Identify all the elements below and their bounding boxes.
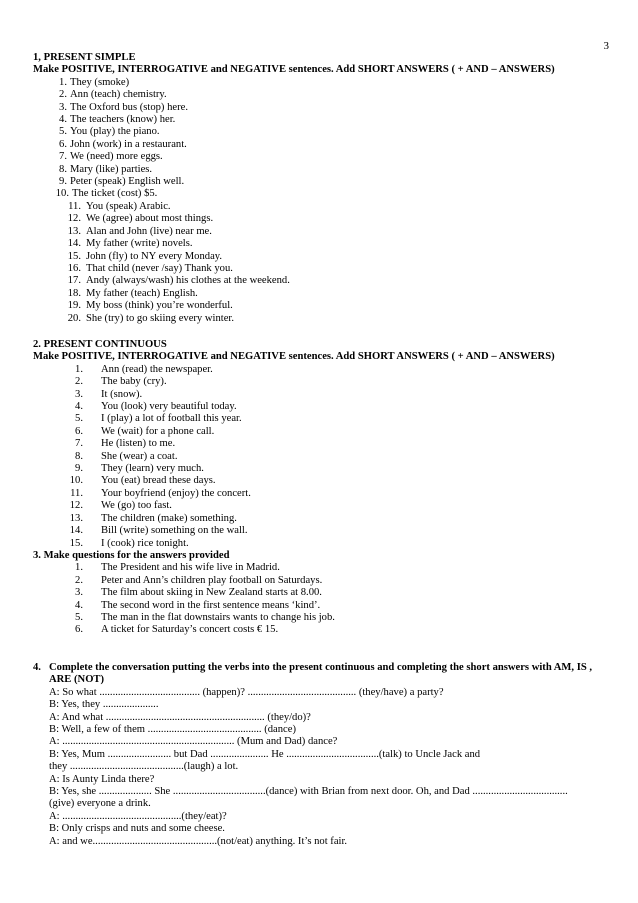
- exercise-item: [33, 438, 609, 450]
- conversation-line: B: Only crisps and nuts and some cheese.: [49, 823, 225, 835]
- item-text: They (learn) very much.: [101, 463, 204, 475]
- item-number: 19.: [67, 300, 81, 312]
- exercise-item: [33, 376, 609, 388]
- item-number: 12.: [69, 500, 83, 512]
- exercise-item: [33, 500, 609, 512]
- item-text: Mary (like) parties.: [70, 163, 153, 175]
- item-number: 3.: [75, 388, 83, 400]
- exercise-item: [33, 624, 609, 636]
- exercise-item: [33, 77, 609, 89]
- conversation-line: they ...........................................(laugh) a lot.: [49, 761, 239, 773]
- section-title: 1, PRESENT SIMPLE: [33, 52, 136, 63]
- section-present-simple: [33, 52, 609, 325]
- item-number: 8.: [59, 163, 67, 175]
- item-number: 10.: [55, 188, 69, 200]
- conversation-line: B: Well, a few of them ........................................... (dance): [49, 724, 296, 736]
- exercise-item: [33, 275, 609, 287]
- item-text: Bill (write) something on the wall.: [101, 525, 248, 537]
- item-number: 6.: [75, 624, 83, 636]
- item-text: You (eat) bread these days.: [101, 475, 216, 487]
- item-number: 7.: [59, 151, 67, 163]
- exercise-item: [33, 401, 609, 413]
- item-number: 18.: [67, 287, 81, 299]
- item-text: John (fly) to NY every Monday.: [86, 250, 223, 262]
- item-text: Peter (speak) English well.: [70, 176, 185, 188]
- exercise-item: [33, 389, 609, 401]
- exercise-list: [33, 364, 609, 550]
- exercise-item: [33, 102, 609, 114]
- exercise-item: [33, 488, 609, 500]
- exercise-item: [33, 114, 609, 126]
- item-number: 16.: [67, 262, 81, 274]
- conversation-line: A: .............................................(they/eat)?: [49, 810, 227, 822]
- item-number: 9.: [59, 176, 67, 188]
- item-text: My father (teach) English.: [86, 287, 198, 299]
- exercise-item: [33, 562, 609, 574]
- item-text: It (snow).: [101, 388, 143, 400]
- item-number: 8.: [75, 450, 83, 462]
- item-number: 11.: [68, 200, 81, 212]
- exercise-item: [33, 126, 609, 138]
- exercise-item: [33, 475, 609, 487]
- item-text: The ticket (cost) $5.: [72, 188, 158, 200]
- item-number: 6.: [75, 425, 83, 437]
- item-number: 20.: [67, 312, 81, 324]
- exercise-item: [33, 251, 609, 263]
- conversation-line: A: So what ...................................... (happen)? ......................................... (they/have) a party?: [49, 686, 444, 698]
- exercise-item: [33, 587, 609, 599]
- section-title: Complete the conversation putting the verbs into the present continuous and completing the short answers with AM, IS , ARE (NOT): [49, 662, 593, 686]
- section-heading: [33, 662, 609, 687]
- item-text: Andy (always/wash) his clothes at the weekend.: [86, 275, 290, 287]
- item-text: The man in the flat downstairs wants to change his job.: [101, 612, 335, 624]
- item-number: 6.: [59, 138, 67, 150]
- item-text: She (wear) a coat.: [101, 450, 178, 462]
- exercise-item: [33, 89, 609, 101]
- item-number: 7.: [75, 438, 83, 450]
- exercise-item: [33, 612, 609, 624]
- item-text: That child (never /say) Thank you.: [86, 262, 233, 274]
- item-number: 1.: [59, 76, 67, 88]
- exercise-item: [33, 226, 609, 238]
- item-number: 15.: [69, 537, 83, 549]
- item-text: The President and his wife live in Madrid.: [101, 562, 280, 574]
- item-text: You (speak) Arabic.: [86, 200, 171, 212]
- item-text: Ann (read) the newspaper.: [101, 363, 213, 375]
- section-number: 4.: [33, 662, 41, 673]
- item-number: 5.: [59, 126, 67, 138]
- item-number: 9.: [75, 463, 83, 475]
- item-text: We (need) more eggs.: [70, 151, 163, 163]
- item-text: We (go) too fast.: [101, 500, 172, 512]
- exercise-item: [33, 263, 609, 275]
- exercise-item: [33, 463, 609, 475]
- item-number: 13.: [67, 225, 81, 237]
- exercise-item: [33, 451, 609, 463]
- exercise-item: [33, 300, 609, 312]
- item-number: 1.: [75, 363, 83, 375]
- exercise-item: [33, 413, 609, 425]
- conversation-line: B: Yes, she .................... She ...................................(dance) with Brian from next door. Oh, and Dad ....................................: [49, 786, 568, 798]
- section-title: 2. PRESENT CONTINUOUS: [33, 339, 167, 350]
- item-text: The Oxford bus (stop) here.: [70, 101, 188, 113]
- item-text: We (wait) for a phone call.: [101, 425, 215, 437]
- item-text: We (agree) about most things.: [86, 213, 214, 225]
- exercise-item: [33, 288, 609, 300]
- exercise-item: [33, 176, 609, 188]
- exercise-item: [33, 313, 609, 325]
- item-number: 14.: [67, 238, 81, 250]
- conversation-line: B: Yes, they .....................: [49, 699, 159, 711]
- item-number: 14.: [69, 525, 83, 537]
- item-number: 2.: [59, 89, 67, 101]
- item-text: I (cook) rice tonight.: [101, 537, 189, 549]
- item-text: A ticket for Saturday’s concert costs € 15.: [101, 624, 279, 636]
- conversation-line: (give) everyone a drink.: [49, 798, 151, 810]
- item-number: 4.: [75, 599, 83, 611]
- conversation: [33, 687, 609, 848]
- conversation-line: B: Yes, Mum ........................ but Dad ...................... He ...................................(talk) to Uncle Jack and: [49, 748, 481, 760]
- item-number: 3.: [75, 587, 83, 599]
- exercise-item: [33, 164, 609, 176]
- exercise-item: [33, 213, 609, 225]
- section-instruction: Make POSITIVE, INTERROGATIVE and NEGATIVE sentences. Add SHORT ANSWERS ( + AND – ANSWERS): [33, 351, 555, 363]
- item-number: 12.: [67, 213, 81, 225]
- item-text: You (look) very beautiful today.: [101, 401, 237, 413]
- exercise-item: [33, 538, 609, 550]
- item-text: They (smoke): [70, 76, 130, 88]
- item-text: My boss (think) you’re wonderful.: [86, 300, 233, 312]
- exercise-list: [33, 562, 609, 636]
- exercise-item: [33, 364, 609, 376]
- conversation-line: A: Is Aunty Linda there?: [49, 773, 155, 785]
- exercise-item: [33, 151, 609, 163]
- item-text: The teachers (know) her.: [70, 114, 176, 126]
- exercise-item: [33, 201, 609, 213]
- conversation-line: A: and we...............................................(not/eat) anything. It’s not fair.: [49, 835, 348, 847]
- item-number: 2.: [75, 376, 83, 388]
- exercise-item: [33, 600, 609, 612]
- item-number: 15.: [67, 250, 81, 262]
- exercise-item: [33, 188, 609, 200]
- exercise-item: [33, 525, 609, 537]
- item-number: 4.: [59, 114, 67, 126]
- section-make-questions: [33, 550, 609, 637]
- item-number: 4.: [75, 401, 83, 413]
- conversation-line: A: ................................................................. (Mum and Dad) dance?: [49, 736, 338, 748]
- item-text: The baby (cry).: [101, 376, 167, 388]
- item-text: My father (write) novels.: [86, 238, 193, 250]
- item-text: The film about skiing in New Zealand starts at 8.00.: [101, 587, 322, 599]
- item-number: 17.: [67, 275, 81, 287]
- section-instruction: Make POSITIVE, INTERROGATIVE and NEGATIVE sentences. Add SHORT ANSWERS ( + AND – ANSWERS): [33, 64, 555, 76]
- item-number: 3.: [59, 101, 67, 113]
- item-number: 10.: [69, 475, 83, 487]
- item-number: 5.: [75, 612, 83, 624]
- item-text: Peter and Ann’s children play football on Saturdays.: [101, 574, 323, 586]
- item-text: Your boyfriend (enjoy) the concert.: [101, 487, 251, 499]
- item-text: She (try) to go skiing every winter.: [86, 312, 234, 324]
- item-text: Alan and John (live) near me.: [86, 225, 212, 237]
- item-text: John (work) in a restaurant.: [70, 138, 187, 150]
- conversation-line: A: And what ............................................................ (they/do)?: [49, 711, 311, 723]
- item-text: He (listen) to me.: [101, 438, 176, 450]
- exercise-list: [33, 77, 609, 325]
- item-number: 13.: [69, 512, 83, 524]
- item-number: 1.: [75, 562, 83, 574]
- item-number: 2.: [75, 574, 83, 586]
- item-number: 11.: [70, 487, 83, 499]
- exercise-item: [33, 426, 609, 438]
- item-text: You (play) the piano.: [70, 126, 160, 138]
- page-number: 3: [603, 40, 609, 52]
- exercise-item: [33, 139, 609, 151]
- item-text: Ann (teach) chemistry.: [70, 89, 167, 101]
- exercise-item: [33, 513, 609, 525]
- item-text: The children (make) something.: [101, 512, 237, 524]
- item-text: I (play) a lot of football this year.: [101, 413, 242, 425]
- exercise-item: [33, 575, 609, 587]
- section-conversation: [33, 662, 609, 848]
- item-number: 5.: [75, 413, 83, 425]
- item-text: The second word in the first sentence means ‘kind’.: [101, 599, 321, 611]
- section-title: 3. Make questions for the answers provided: [33, 550, 230, 561]
- exercise-item: [33, 238, 609, 250]
- section-present-continuous: [33, 339, 609, 550]
